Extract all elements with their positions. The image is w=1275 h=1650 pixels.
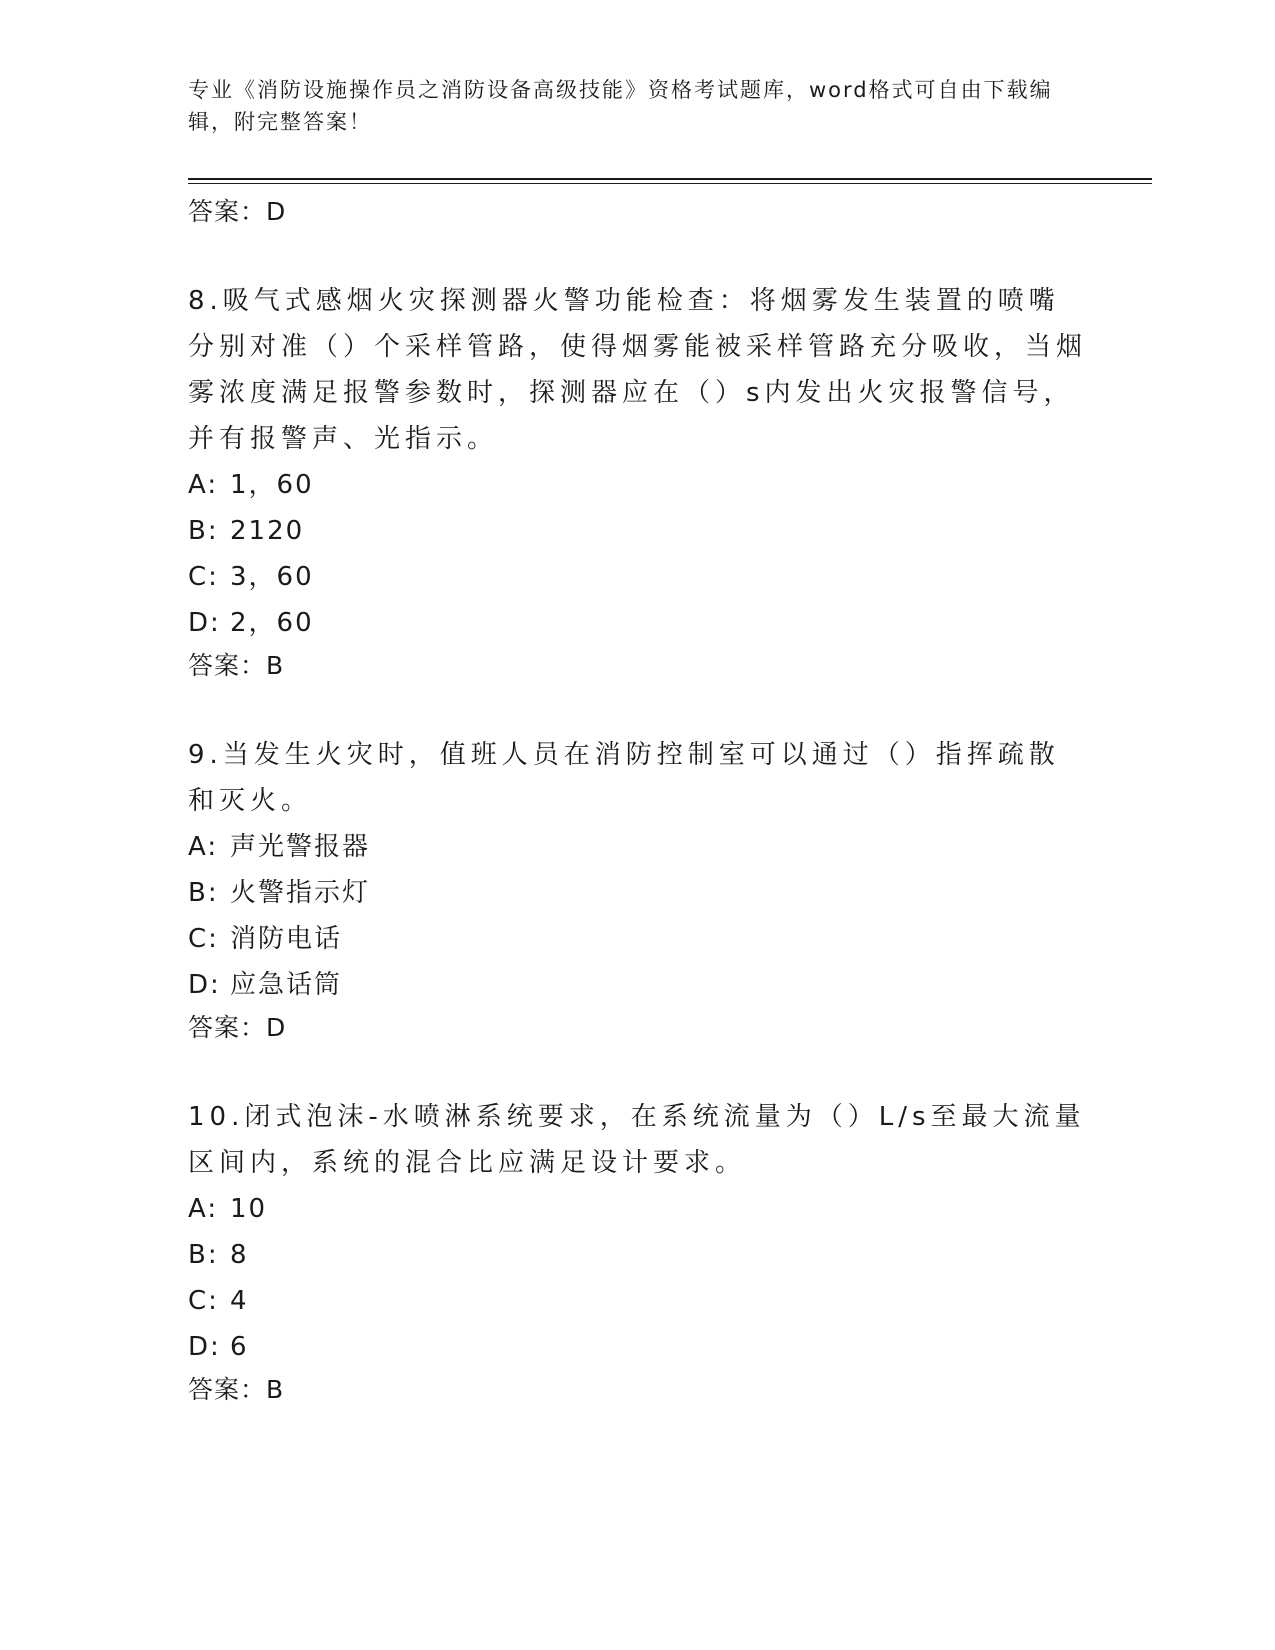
option-item bbox=[188, 916, 1088, 962]
option-text: 6 bbox=[230, 1332, 249, 1362]
option-letter: D: bbox=[188, 608, 221, 638]
option-letter: D: bbox=[188, 1332, 221, 1362]
option-item bbox=[188, 870, 1088, 916]
option-letter: A: bbox=[188, 1194, 219, 1224]
header-divider-thick bbox=[188, 178, 1152, 180]
question-block bbox=[188, 732, 1088, 1048]
spacer bbox=[188, 1048, 1088, 1094]
question-stem: 8.吸气式感烟火灾探测器火警功能检查：将烟雾发生装置的喷嘴分别对准（）个采样管路，使得烟雾能被采样管路充分吸收，当烟雾浓度满足报警参数时，探测器应在（）s内发出火灾报警信号，并有报警声、光指示。 bbox=[188, 286, 1088, 454]
option-item bbox=[188, 962, 1088, 1008]
question-stem: 9.当发生火灾时，值班人员在消防控制室可以通过（）指挥疏散和灭火。 bbox=[188, 740, 1060, 816]
question-answer: 答案：B bbox=[188, 1375, 285, 1404]
option-item bbox=[188, 824, 1088, 870]
option-item bbox=[188, 554, 1088, 600]
question-content bbox=[188, 192, 1088, 1410]
option-letter: C: bbox=[188, 562, 219, 592]
option-item bbox=[188, 462, 1088, 508]
question-stem: 10.闭式泡沫-水喷淋系统要求，在系统流量为（）L/s至最大流量区间内，系统的混合比应满足设计要求。 bbox=[188, 1102, 1086, 1178]
option-text: 8 bbox=[230, 1240, 249, 1270]
option-item bbox=[188, 600, 1088, 646]
option-letter: A: bbox=[188, 832, 219, 862]
header-divider-thin bbox=[188, 183, 1152, 184]
spacer bbox=[188, 686, 1088, 732]
option-text: 10 bbox=[230, 1194, 268, 1224]
option-text: 消防电话 bbox=[230, 924, 343, 954]
spacer bbox=[188, 232, 1088, 278]
option-letter: B: bbox=[188, 878, 219, 908]
option-text: 应急话筒 bbox=[230, 970, 343, 1000]
option-item bbox=[188, 1324, 1088, 1370]
option-letter: B: bbox=[188, 516, 219, 546]
option-text: 火警指示灯 bbox=[230, 878, 371, 908]
option-text: 2，60 bbox=[230, 608, 314, 638]
option-letter: C: bbox=[188, 1286, 219, 1316]
option-text: 4 bbox=[230, 1286, 249, 1316]
option-letter: D: bbox=[188, 970, 221, 1000]
question-answer: 答案：B bbox=[188, 651, 285, 680]
document-header: 专业《消防设施操作员之消防设备高级技能》资格考试题库，word格式可自由下载编辑，附完整答案！ bbox=[188, 78, 1053, 134]
option-text: 声光警报器 bbox=[230, 832, 371, 862]
question-block bbox=[188, 278, 1088, 686]
option-text: 3，60 bbox=[230, 562, 314, 592]
question-answer: 答案：D bbox=[188, 1013, 287, 1042]
option-letter: C: bbox=[188, 924, 219, 954]
option-item bbox=[188, 1278, 1088, 1324]
option-letter: B: bbox=[188, 1240, 219, 1270]
option-text: 2120 bbox=[230, 516, 305, 546]
option-item bbox=[188, 508, 1088, 554]
question-block bbox=[188, 1094, 1088, 1410]
option-item bbox=[188, 1186, 1088, 1232]
option-letter: A: bbox=[188, 470, 219, 500]
option-item bbox=[188, 1232, 1088, 1278]
option-text: 1，60 bbox=[230, 470, 314, 500]
previous-answer: 答案：D bbox=[188, 197, 287, 226]
